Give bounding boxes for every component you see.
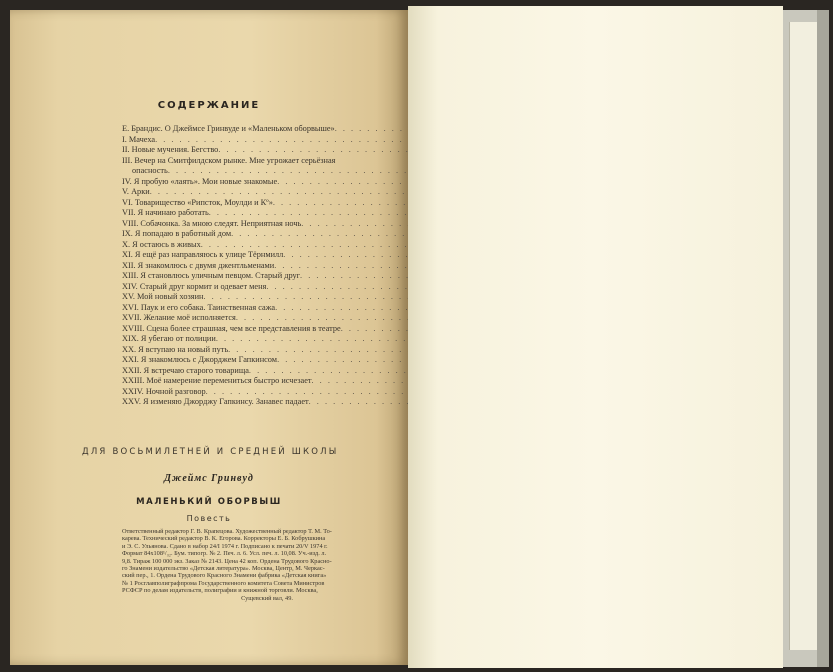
left-page bbox=[10, 10, 408, 665]
toc-entry bbox=[122, 187, 410, 198]
toc-entry-title: опасность bbox=[132, 166, 168, 175]
genre-label: Повесть bbox=[186, 514, 232, 523]
toc-entry-title: XIV. Старый друг кормит и одевает меня bbox=[122, 281, 267, 291]
toc-heading: СОДЕРЖАНИЕ bbox=[157, 100, 261, 111]
toc-entry-title: XXII. Я встречаю старого товарища bbox=[122, 365, 249, 375]
toc-entry bbox=[122, 124, 410, 135]
toc-entry-title: VII. Я начинаю работать bbox=[122, 208, 209, 217]
toc-entry-title: VI. Товарищество «Рипсток, Моулди и Кº» bbox=[122, 197, 273, 207]
toc-entry bbox=[122, 208, 410, 219]
toc-entry-title: XV. Мой новый хозяин bbox=[122, 292, 204, 301]
toc-entry-title: I. Мачеха bbox=[122, 134, 156, 144]
toc-entry bbox=[122, 145, 410, 156]
toc-entry-title: XXIII. Моё намерение перемениться быстро исчезает bbox=[122, 376, 312, 385]
toc-entry bbox=[122, 219, 410, 230]
toc-entry bbox=[122, 324, 410, 335]
toc-entry-title: III. Вечер на Смитфилдском рынке. Мне угрожает серьёзная bbox=[122, 155, 336, 165]
colophon-line: 9,8. Тираж 100 000 экз. Заказ № 2143. Цена 42 коп. Ордена Трудового Красно- bbox=[122, 557, 332, 565]
toc-entry-title: XXIV. Ночной разговор bbox=[122, 386, 206, 396]
colophon-line: и Э. С. Ульянова. Сдано в набор 24/I 1974 г. Подписано к печати 20/V 1974 г. bbox=[122, 542, 328, 550]
toc-entry bbox=[122, 387, 410, 398]
table-of-contents bbox=[122, 124, 410, 408]
toc-entry-title: IV. Я пробую «лаять». Мои новые знакомые bbox=[122, 176, 278, 186]
colophon-line: Формат 84x108¹/₃₂. Бум. типогр. № 2. Печ. л. 6. Усл. печ. л. 10,08. Уч.-изд. л. bbox=[122, 550, 327, 558]
toc-entry bbox=[122, 345, 410, 356]
toc-entry bbox=[122, 397, 410, 408]
toc-entry-title: XX. Я вступаю на новый путь bbox=[122, 344, 229, 354]
toc-entry bbox=[122, 166, 410, 177]
toc-entry bbox=[122, 261, 410, 272]
series-line: ДЛЯ ВОСЬМИЛЕТНЕЙ И СРЕДНЕЙ ШКОЛЫ bbox=[82, 447, 339, 457]
colophon-line: Сущевский вал, 49. bbox=[241, 594, 293, 602]
toc-entry-title: X. Я остаюсь в живых bbox=[122, 239, 201, 249]
colophon-line: Ответственный редактор Г. В. Крапецова. Художественный редактор Т. М. То- bbox=[122, 528, 332, 535]
toc-entry bbox=[122, 303, 410, 314]
colophon bbox=[122, 528, 412, 602]
toc-entry bbox=[122, 177, 410, 188]
endpaper-leaf bbox=[789, 22, 818, 650]
toc-entry-title: Е. Брандис. О Джеймсе Гринвуде и «Маленьком оборвыше» bbox=[122, 124, 335, 133]
toc-entry-title: V. Арки bbox=[122, 187, 150, 196]
right-page bbox=[408, 6, 783, 668]
toc-entry bbox=[122, 271, 410, 282]
toc-entry-title: XVIII. Сцена более страшная, чем все представления в театре bbox=[122, 323, 341, 333]
colophon-line: ский пер., 1. Ордена Трудового Красного Знамени фабрика «Детская книга» bbox=[122, 572, 327, 580]
book-edge bbox=[783, 10, 829, 667]
toc-entry-title: XVI. Паук и его собака. Таинственная сажа bbox=[122, 302, 276, 312]
toc-entry-title: XXV. Я изменяю Джорджу Гапкинсу. Занавес падает bbox=[122, 397, 309, 406]
toc-entry bbox=[122, 366, 410, 377]
author-name: Джеймс Гринвуд bbox=[164, 473, 254, 484]
toc-entry-title: XIX. Я убегаю от полиции bbox=[122, 334, 216, 343]
colophon-line: карева. Технический редактор В. К. Егорова. Корректоры Е. Б. Кобрушкина bbox=[122, 535, 326, 543]
colophon-line: го Знамени издательство «Детская литература». Москва, Центр, М. Черкас- bbox=[122, 565, 325, 573]
toc-entry bbox=[122, 376, 410, 387]
toc-entry bbox=[122, 229, 410, 240]
toc-entry bbox=[122, 313, 410, 324]
cover-edge bbox=[817, 10, 829, 667]
toc-entry-title: II. Новые мучения. Бегство bbox=[122, 145, 219, 154]
colophon-line: № 1 Росглавполиграфпрома Государственного комитета Совета Министров bbox=[122, 579, 325, 587]
toc-entry-title: XVII. Желание моё исполняется bbox=[122, 313, 236, 322]
toc-entry bbox=[122, 240, 410, 251]
toc-entry-title: IX. Я попадаю в работный дом bbox=[122, 229, 232, 238]
toc-entry bbox=[122, 282, 410, 293]
toc-entry bbox=[122, 198, 410, 209]
toc-entry bbox=[122, 135, 410, 146]
toc-entry bbox=[122, 355, 410, 366]
toc-entry-title: VIII. Собачонка. За мною следят. Неприятная ночь bbox=[122, 218, 302, 228]
toc-entry-title: XI. Я ещё раз направляюсь к улице Тёрнмилл bbox=[122, 250, 284, 259]
toc-entry-title: XIII. Я становлюсь уличным певцом. Старый друг bbox=[122, 271, 301, 280]
toc-entry-title: XXI. Я знакомлюсь с Джорджем Гапкинсом bbox=[122, 355, 278, 364]
colophon-line: РСФСР по делам издательств, полиграфии и книжной торговли. Москва, bbox=[122, 587, 318, 595]
toc-entry bbox=[122, 334, 410, 345]
toc-entry bbox=[122, 250, 410, 261]
toc-entry bbox=[122, 156, 410, 167]
toc-entry-title: XII. Я знакомлюсь с двумя джентльменами bbox=[122, 260, 275, 270]
toc-entry bbox=[122, 292, 410, 303]
book-title: МАЛЕНЬКИЙ ОБОРВЫШ bbox=[136, 497, 282, 507]
